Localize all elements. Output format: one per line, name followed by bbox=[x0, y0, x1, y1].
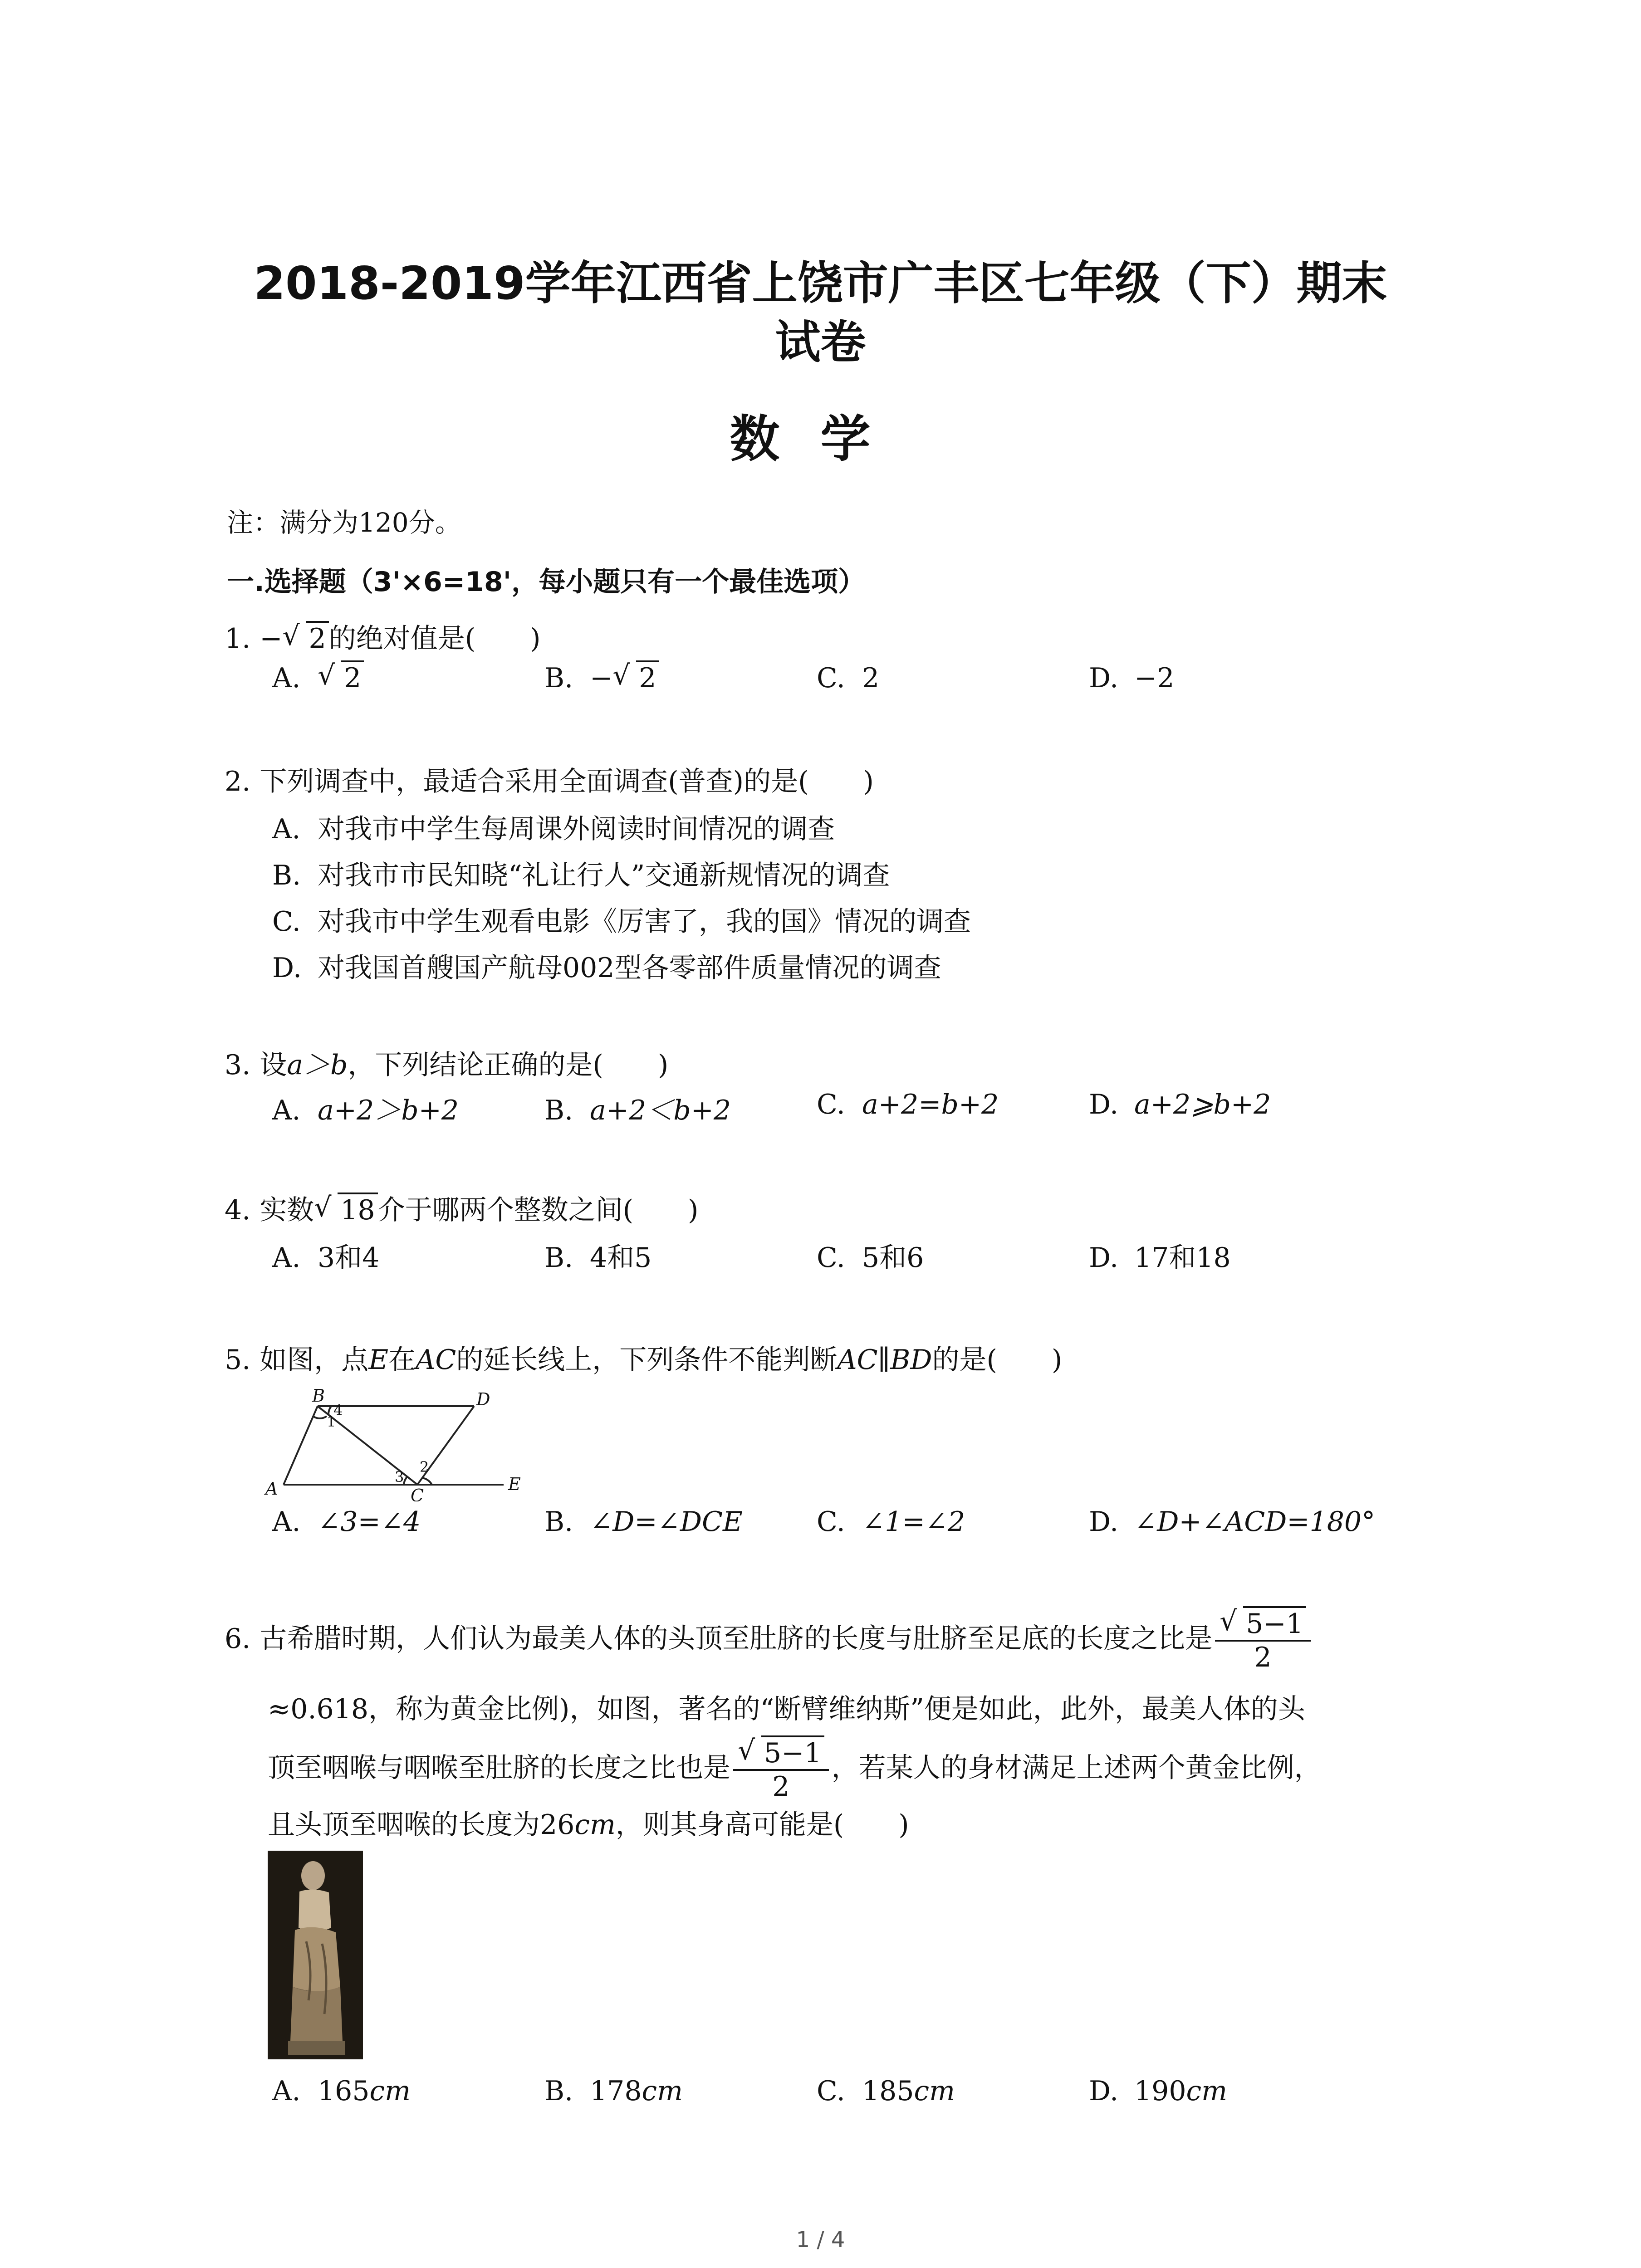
question-6-line1: 6. 古希腊时期，人们认为最美人体的头顶至肚脐的长度与肚脐至足底的长度之比是 √ 5−1 2 bbox=[225, 1608, 1313, 1673]
score-note: 注：满分为120分。 bbox=[227, 507, 461, 538]
angle-arc-1 bbox=[313, 1416, 327, 1418]
question-6-line2: ≈0.618，称为黄金比例)，如图，著名的“断臂维纳斯”便是如此，此外，最美人体的头 bbox=[268, 1693, 1305, 1725]
q1-option-a[interactable]: A. √ 2 bbox=[272, 662, 364, 694]
question-6-line4: 且头顶至咽喉的长度为26cm，则其身高可能是( ) bbox=[268, 1809, 909, 1841]
q6-option-c[interactable]: C. 185cm bbox=[817, 2075, 955, 2107]
question-4: 4. 实数 √ 18 介于哪两个整数之间( ) bbox=[225, 1192, 699, 1226]
question-stem: 的绝对值是( bbox=[328, 623, 476, 655]
answer-paren-close: ) bbox=[530, 623, 541, 655]
line-ab bbox=[284, 1406, 318, 1485]
sqrt-expression: √ 2 bbox=[283, 623, 329, 655]
question-2: 2. 下列调查中，最适合采用全面调查(普查)的是( ) bbox=[225, 766, 874, 797]
q2-option-c[interactable]: C. 对我市中学生观看电影《厉害了，我的国》情况的调查 bbox=[272, 906, 971, 938]
q4-option-d[interactable]: D. 17和18 bbox=[1089, 1242, 1231, 1274]
q2-option-b[interactable]: B. 对我市市民知晓“礼让行人”交通新规情况的调查 bbox=[272, 860, 890, 891]
q3-option-b[interactable]: B. a+2＜b+2 bbox=[544, 1095, 731, 1126]
label-b: B bbox=[312, 1388, 325, 1406]
page-number: 1 / 4 bbox=[796, 2227, 845, 2253]
label-d: D bbox=[476, 1389, 490, 1409]
q6-option-a[interactable]: A. 165cm bbox=[272, 2075, 411, 2107]
venus-de-milo-image bbox=[268, 1851, 363, 2059]
subject-heading: 数学 bbox=[730, 410, 911, 468]
question-number: 1. bbox=[225, 623, 251, 655]
q5-option-c[interactable]: C. ∠1=∠2 bbox=[817, 1506, 965, 1538]
label-c: C bbox=[411, 1486, 424, 1501]
q1-option-d[interactable]: D. −2 bbox=[1089, 662, 1175, 694]
exam-title-line1: 2018-2019学年江西省上饶市广丰区七年级（下）期末 bbox=[254, 257, 1387, 310]
q6-option-d[interactable]: D. 190cm bbox=[1089, 2075, 1228, 2107]
parallel-lines-figure bbox=[263, 1388, 535, 1501]
label-angle-1: 1 bbox=[327, 1413, 336, 1430]
q4-option-b[interactable]: B. 4和5 bbox=[544, 1242, 652, 1274]
q2-option-a[interactable]: A. 对我市中学生每周课外阅读时间情况的调查 bbox=[272, 813, 835, 845]
exam-title-line2: 试卷 bbox=[775, 316, 866, 369]
angle-arc-2 bbox=[422, 1478, 432, 1485]
question-5: 5. 如图，点E在AC的延长线上，下列条件不能判断AC∥BD的是( ) bbox=[225, 1344, 1063, 1376]
question-3: 3. 设a＞b，下列结论正确的是( ) bbox=[225, 1049, 669, 1081]
label-e: E bbox=[508, 1474, 521, 1494]
minus-sign: − bbox=[260, 623, 283, 655]
question-6-line3: 顶至咽喉与咽喉至肚脐的长度之比也是 √ 5−1 2 ，若某人的身材满足上述两个黄金比例， bbox=[268, 1735, 1322, 1803]
q3-option-d[interactable]: D. a+2⩾b+2 bbox=[1089, 1089, 1271, 1120]
q1-option-b[interactable]: B. − √ 2 bbox=[544, 662, 659, 694]
q5-option-b[interactable]: B. ∠D=∠DCE bbox=[544, 1506, 743, 1538]
q5-option-a[interactable]: A. ∠3=∠4 bbox=[272, 1506, 421, 1538]
q2-option-d[interactable]: D. 对我国首艘国产航母002型各零部件质量情况的调查 bbox=[272, 952, 941, 984]
q4-option-c[interactable]: C. 5和6 bbox=[817, 1242, 924, 1274]
golden-ratio-fraction: √ 5−1 2 bbox=[1215, 1608, 1311, 1673]
q1-option-c[interactable]: C. 2 bbox=[817, 662, 880, 694]
q4-option-a[interactable]: A. 3和4 bbox=[272, 1242, 380, 1274]
q5-option-d[interactable]: D. ∠D+∠ACD=180° bbox=[1089, 1506, 1376, 1538]
label-angle-3: 3 bbox=[395, 1468, 404, 1486]
label-angle-4: 4 bbox=[333, 1402, 343, 1419]
q6-option-b[interactable]: B. 178cm bbox=[544, 2075, 683, 2107]
label-angle-2: 2 bbox=[420, 1458, 429, 1476]
label-a: A bbox=[265, 1479, 278, 1499]
angle-arc-3 bbox=[404, 1476, 407, 1485]
question-1 bbox=[225, 617, 541, 656]
section-heading-choice: 一.选择题（3'×6=18'，每小题只有一个最佳选项） bbox=[227, 566, 866, 598]
q3-option-c[interactable]: C. a+2=b+2 bbox=[817, 1089, 999, 1120]
q3-option-a[interactable]: A. a+2＞b+2 bbox=[272, 1095, 459, 1126]
